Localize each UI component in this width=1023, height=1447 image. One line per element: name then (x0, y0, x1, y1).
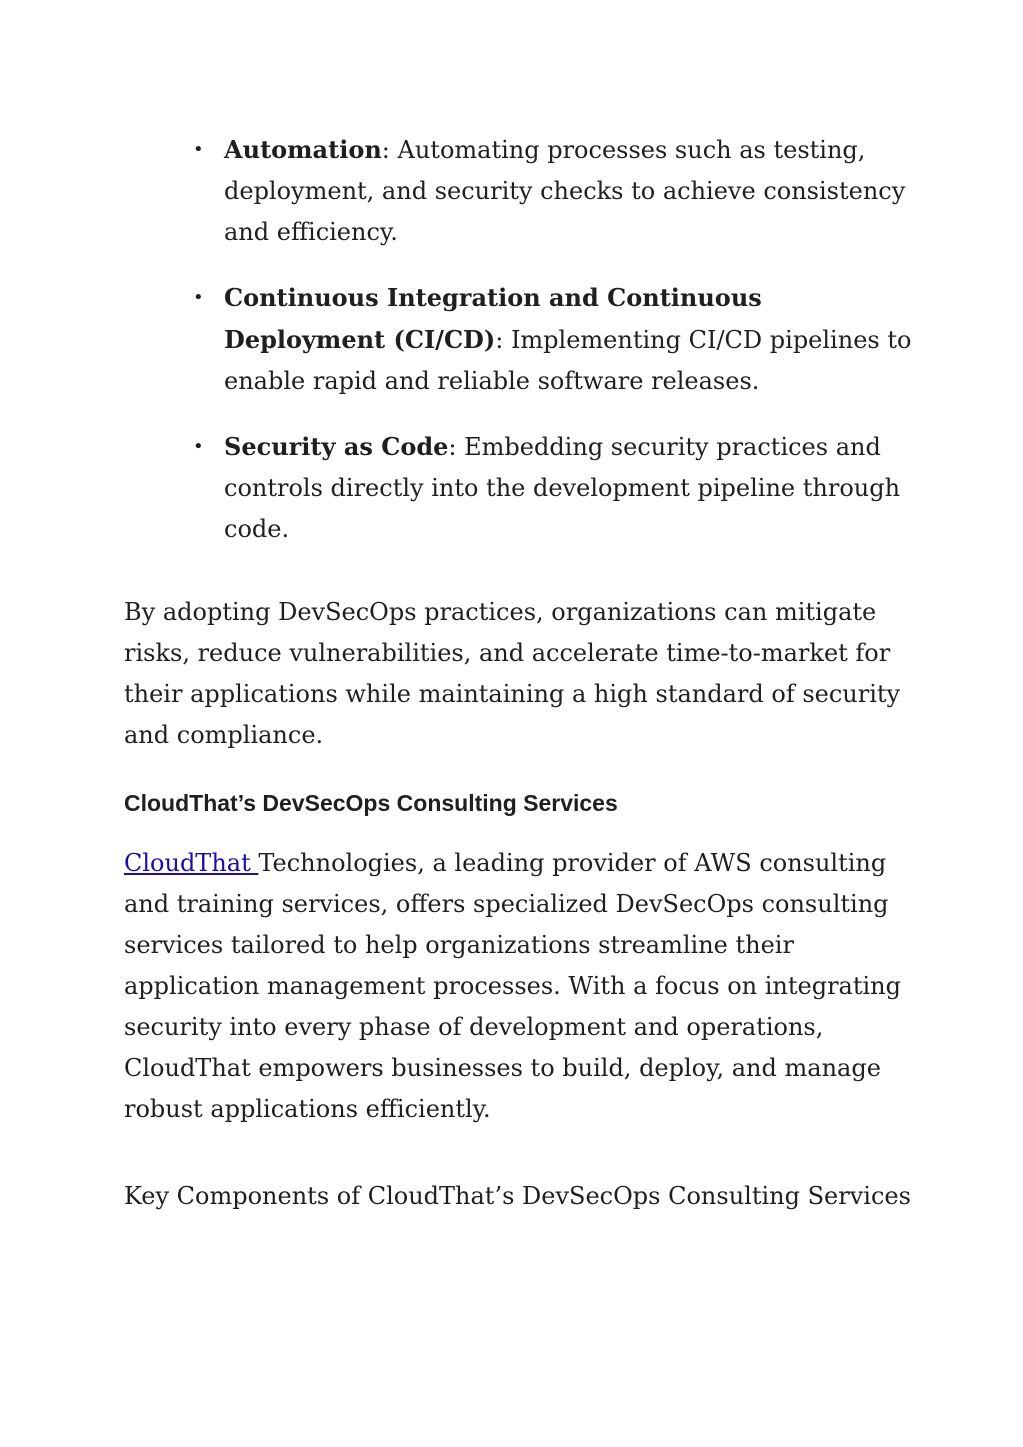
bullet-term: Continuous Integration and Continuous Deployment (CI/CD) (224, 283, 762, 354)
principles-bullet-list (193, 129, 913, 574)
bullet-text: Implementing CI/CD pipelines to enable rapid and reliable software releases. (224, 326, 912, 395)
bullet-separator: : (381, 136, 390, 164)
bullet-item-ci-cd (193, 277, 913, 402)
cloudthat-intro-text: Technologies, a leading provider of AWS consulting and training services, offers specialized DevSecOps consulting services tailored to help organizations streamline their application management processes. With a focus on integrating security into every phase of development and operations, CloudThat empowers businesses to build, deploy, and manage robust applications efficiently. (124, 849, 901, 1123)
bullet-text: Automating processes such as testing, deployment, and security checks to achieve consistency and efficiency. (224, 136, 906, 246)
bullet-text: Embedding security practices and controls directly into the development pipeline through code. (224, 433, 901, 543)
bullet-marker: • (193, 436, 204, 457)
cloudthat-intro-paragraph (124, 843, 914, 1130)
key-components-paragraph: Key Components of CloudThat’s DevSecOps Consulting Services (124, 1182, 911, 1210)
bullet-item-security-as-code (193, 426, 913, 550)
bullet-term: Automation (224, 135, 382, 164)
bullet-term: Security as Code (224, 432, 449, 461)
section-heading: CloudThat’s DevSecOps Consulting Services (124, 790, 618, 816)
bullet-marker: • (193, 287, 204, 308)
devsecops-benefits-paragraph: By adopting DevSecOps practices, organizations can mitigate risks, reduce vulnerabilities, and accelerate time-to-market for their applications while maintaining a high standard of security and compliance. (124, 598, 901, 749)
cloudthat-link[interactable]: CloudThat (124, 849, 259, 877)
bullet-marker: • (193, 139, 204, 160)
bullet-item-automation (193, 129, 913, 253)
bullet-separator: : (495, 326, 504, 354)
bullet-separator: : (448, 433, 457, 461)
